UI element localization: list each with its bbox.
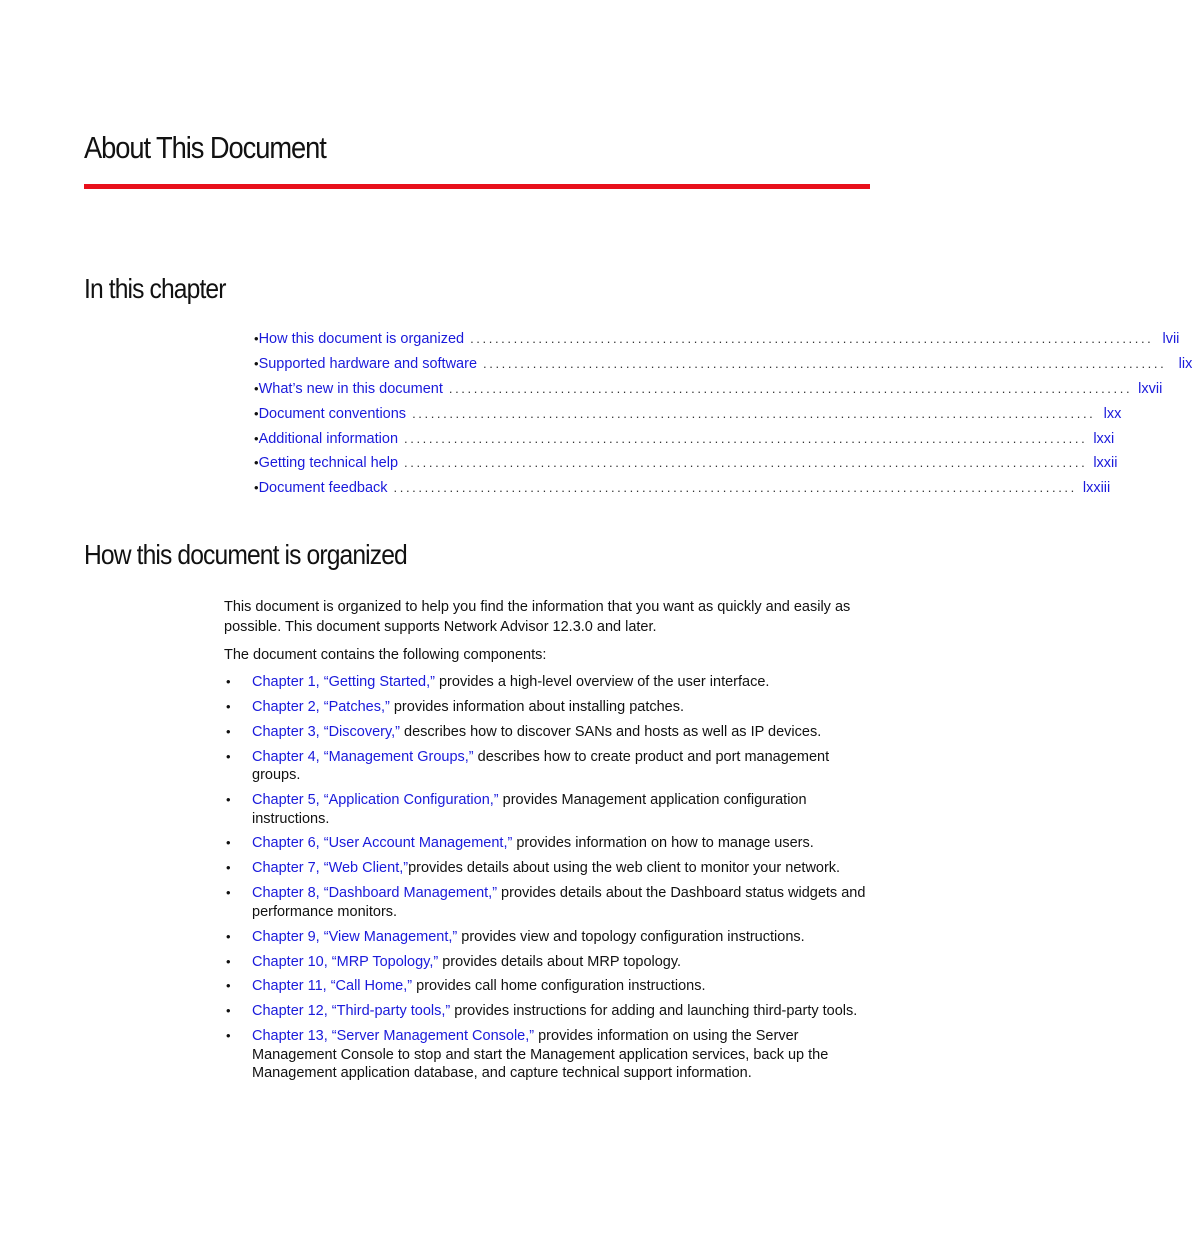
bullet-icon: • (254, 455, 259, 471)
chapter-link[interactable]: Chapter 6, “User Account Management,” (252, 835, 513, 852)
bullet-icon: • (226, 674, 231, 689)
title-rule (84, 184, 870, 189)
section-heading-how-organized: How this document is organized (84, 539, 407, 570)
bullet-icon: • (226, 748, 231, 764)
bullet-icon: • (254, 480, 259, 496)
toc-item: • What’s new in this document .............................................................................................................. lxvii (254, 380, 1163, 397)
section-heading-in-this-chapter: In this chapter (84, 273, 226, 304)
list-item: • Chapter 12, “Third-party tools,” provides instructions for adding and launching third-party tools. (226, 1003, 858, 1020)
toc-item: • Document conventions .............................................................................................................. lxx (254, 405, 1122, 422)
toc-link[interactable]: Document feedback (258, 480, 388, 497)
intro-paragraph: This document is organized to help you find the information that you want as quickly and easily as possible. This document supports Network Advisor 12.3.0 and later. (224, 599, 851, 635)
chapter-link[interactable]: Chapter 7, “Web Client,” (252, 860, 409, 877)
bullet-icon: • (254, 355, 259, 371)
toc-page-link[interactable]: lxxiii (1082, 480, 1111, 497)
bullet-icon: • (226, 860, 231, 876)
chapter-toc (254, 331, 1192, 505)
bullet-icon: • (226, 1028, 231, 1044)
toc-link[interactable]: What’s new in this document (258, 380, 443, 397)
bullet-icon: • (226, 928, 231, 944)
chapter-link[interactable]: Chapter 10, “MRP Topology,” (252, 953, 439, 970)
toc-item: • How this document is organized .............................................................................................................. lvii (254, 331, 1180, 347)
toc-page-link[interactable]: lxx (1103, 405, 1122, 422)
chapter-link[interactable]: Chapter 12, “Third-party tools,” (252, 1003, 451, 1020)
bullet-icon: • (226, 698, 231, 714)
toc-item: • Getting technical help .............................................................................................................. lxxii (254, 455, 1118, 472)
page-title: About This Document (84, 130, 326, 165)
chapter-link[interactable]: Chapter 4, “Management Groups,” (252, 748, 474, 765)
chapter-link[interactable]: Chapter 11, “Call Home,” (252, 978, 413, 995)
list-item: • Chapter 7, “Web Client,”provides details about using the web client to monitor your network. (226, 860, 841, 877)
bullet-icon: • (226, 723, 231, 739)
bullet-icon: • (226, 1003, 231, 1019)
toc-page-link[interactable]: lxxii (1093, 455, 1118, 472)
toc-item: • Document feedback .............................................................................................................. lxxiii (254, 480, 1111, 497)
bullet-icon: • (226, 978, 231, 994)
bullet-icon: • (226, 835, 231, 851)
toc-item: • Supported hardware and software .............................................................................................................. lix (254, 355, 1192, 372)
toc-link[interactable]: Document conventions (258, 405, 407, 422)
toc-link[interactable]: Additional information (258, 430, 399, 447)
bullet-icon: • (254, 430, 259, 446)
toc-link[interactable]: Supported hardware and software (258, 355, 478, 372)
chapter-link[interactable]: Chapter 2, “Patches,” (252, 698, 390, 715)
chapter-link[interactable]: Chapter 1, “Getting Started,” (252, 674, 435, 690)
toc-page-link[interactable]: lix (1178, 355, 1192, 372)
bullet-icon: • (226, 885, 231, 901)
components-intro: The document contains the following components: (224, 647, 547, 663)
list-item: • Chapter 4, “Management Groups,” describes how to create product and port management groups. (226, 748, 830, 784)
bullet-icon: • (254, 380, 259, 396)
list-item: • Chapter 5, “Application Configuration,” provides Management application configuration instructions. (226, 792, 807, 827)
chapter-link[interactable]: Chapter 5, “Application Configuration,” (252, 792, 499, 809)
list-item: • Chapter 10, “MRP Topology,” provides details about MRP topology. (226, 953, 682, 970)
list-item: • Chapter 1, “Getting Started,” provides a high-level overview of the user interface. (226, 674, 770, 690)
toc-page-link[interactable]: lxvii (1138, 380, 1163, 397)
list-item: • Chapter 11, “Call Home,” provides call home configuration instructions. (226, 978, 706, 995)
bullet-icon: • (254, 331, 259, 346)
chapter-link[interactable]: Chapter 9, “View Management,” (252, 928, 458, 945)
list-item: • Chapter 6, “User Account Management,” provides information on how to manage users. (226, 835, 814, 852)
chapter-link[interactable]: Chapter 13, “Server Management Console,” (252, 1028, 535, 1045)
bullet-icon: • (226, 953, 231, 969)
list-item: • Chapter 8, “Dashboard Management,” provides details about the Dashboard status widgets and performance monitors. (226, 885, 866, 920)
chapter-list (224, 673, 870, 1089)
bullet-icon: • (226, 792, 231, 808)
list-item: • Chapter 13, “Server Management Console,” provides information on using the Server Management Console to stop and start the Management application services, back up the Management application database, and capture technical support information. (226, 1028, 829, 1082)
list-item: • Chapter 2, “Patches,” provides information about installing patches. (226, 698, 685, 715)
bullet-icon: • (254, 405, 259, 421)
list-item: • Chapter 3, “Discovery,” describes how to discover SANs and hosts as well as IP devices. (226, 723, 822, 740)
toc-link[interactable]: Getting technical help (258, 455, 399, 472)
chapter-link[interactable]: Chapter 8, “Dashboard Management,” (252, 885, 498, 902)
toc-link[interactable]: How this document is organized (258, 331, 465, 347)
list-item: • Chapter 9, “View Management,” provides view and topology configuration instructions. (226, 928, 805, 945)
chapter-link[interactable]: Chapter 3, “Discovery,” (252, 723, 400, 740)
toc-page-link[interactable]: lvii (1162, 331, 1180, 347)
toc-item: • Additional information .............................................................................................................. lxxi (254, 430, 1115, 447)
toc-page-link[interactable]: lxxi (1093, 430, 1115, 447)
